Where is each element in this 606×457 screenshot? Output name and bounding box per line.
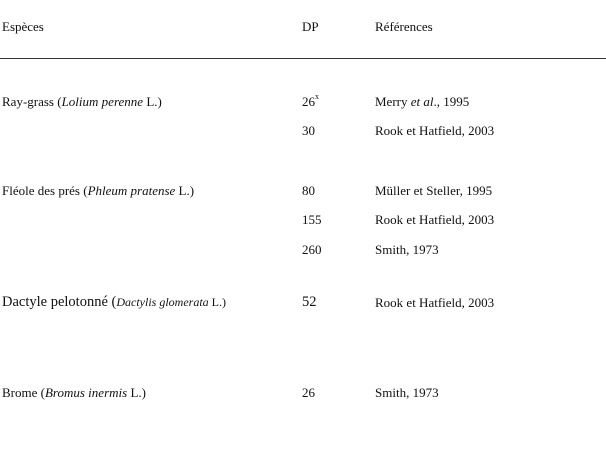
reference-authors: Smith, 1973	[375, 385, 439, 400]
species-latin-name: Dactylis glomerata	[116, 295, 209, 309]
reference-cell	[375, 242, 439, 258]
reference-cell	[375, 385, 439, 401]
dp-cell	[302, 294, 317, 310]
species-common-name: Dactyle pelotonné (	[2, 294, 117, 310]
dp-cell	[302, 212, 322, 228]
species-cell	[2, 183, 194, 199]
reference-cell	[375, 123, 494, 139]
species-common-name: Ray-grass (	[2, 94, 62, 109]
species-common-name: Fléole des prés (	[2, 183, 88, 198]
reference-cell	[375, 212, 494, 228]
reference-cell	[375, 183, 492, 199]
dp-value: 80	[302, 183, 315, 198]
dp-value: 260	[302, 242, 322, 257]
reference-authors: Müller et Steller, 1995	[375, 183, 493, 198]
species-author: L.)	[127, 385, 146, 400]
header-species: Espèces	[2, 19, 44, 34]
reference-authors: Rook et Hatfield, 2003	[375, 295, 495, 310]
species-common-name: Brome (	[2, 385, 45, 400]
dp-value: 26	[302, 94, 315, 109]
dp-cell	[302, 183, 315, 199]
dp-cell	[302, 242, 322, 258]
species-cell	[2, 94, 162, 110]
dp-value: 155	[302, 212, 322, 227]
reference-authors: Merry	[375, 94, 411, 109]
species-latin-name: Phleum pratense	[87, 183, 176, 198]
species-author: L.)	[175, 183, 195, 198]
dp-value: 26	[302, 385, 315, 400]
reference-authors: Rook et Hatfield, 2003	[375, 212, 495, 227]
species-author: L.)	[208, 295, 226, 309]
dp-cell	[302, 91, 319, 110]
dp-cell	[302, 385, 315, 401]
dp-cell	[302, 123, 315, 139]
header-references: Références	[375, 19, 433, 34]
species-author: L.)	[143, 94, 162, 109]
dp-value: 52	[302, 294, 317, 310]
species-cell	[2, 385, 146, 401]
header-rule	[0, 58, 606, 59]
species-cell	[2, 294, 226, 310]
reference-cell	[375, 94, 469, 110]
reference-etal: et al	[410, 94, 434, 109]
species-latin-name: Lolium perenne	[61, 94, 144, 109]
header-dp: DP	[302, 19, 319, 34]
reference-year: ., 1995	[433, 94, 470, 109]
dp-footnote-mark: x	[315, 91, 319, 101]
species-latin-name: Bromus inermis	[44, 385, 128, 400]
reference-authors: Smith, 1973	[375, 242, 439, 257]
reference-authors: Rook et Hatfield, 2003	[375, 123, 495, 138]
dp-value: 30	[302, 123, 315, 138]
reference-cell	[375, 295, 494, 311]
